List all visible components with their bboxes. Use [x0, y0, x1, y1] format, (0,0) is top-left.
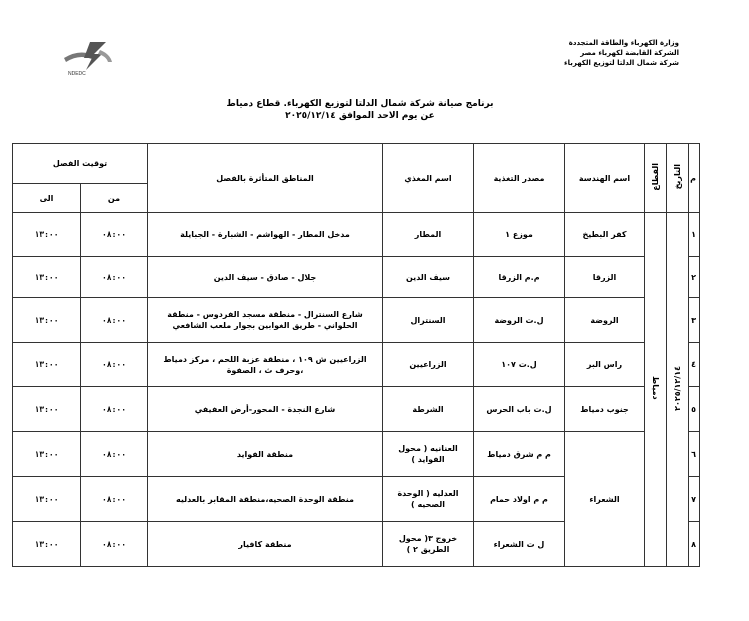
cell-from: ٠٨:٠٠ [81, 522, 148, 567]
cell-areas: شارع النجدة - المحور-أرض العفيفي [148, 387, 383, 432]
cell-num: ١ [689, 213, 700, 257]
cell-to: ١٣:٠٠ [13, 522, 81, 567]
cell-sector [645, 213, 667, 567]
cell-source: موزع ١ [474, 213, 565, 257]
cell-num: ٥ [689, 387, 700, 432]
cell-areas: مدخل المطار - الهواشم - الشبارة - الجبايلة [148, 213, 383, 257]
cell-source: م.م الزرقا [474, 257, 565, 298]
header-to: الى [13, 184, 81, 213]
header-date-label: التاريخ [673, 163, 682, 190]
cell-source: ل.ت الروضة [474, 298, 565, 343]
table-row [13, 387, 700, 432]
cell-from: ٠٨:٠٠ [81, 257, 148, 298]
cell-source: ل.ت ١٠٧ [474, 343, 565, 387]
org-line-holding: الشركة القابضة لكهرباء مصر [580, 49, 679, 57]
cell-feeder: العنانيه ( محول الفوايد ) [383, 432, 474, 477]
table-row [13, 343, 700, 387]
cell-from: ٠٨:٠٠ [81, 387, 148, 432]
cell-feeder: المطار [383, 213, 474, 257]
table-row [13, 213, 700, 257]
cell-num: ٧ [689, 477, 700, 522]
cell-from: ٠٨:٠٠ [81, 298, 148, 343]
cell-source: ل.ت باب الحرس [474, 387, 565, 432]
cell-from: ٠٨:٠٠ [81, 213, 148, 257]
cell-to: ١٣:٠٠ [13, 343, 81, 387]
cell-to: ١٣:٠٠ [13, 477, 81, 522]
company-logo-icon [60, 38, 116, 72]
cell-source: م م شرق دمياط [474, 432, 565, 477]
title-line-date: عن يوم الاحد الموافق ٢٠٢٥/١٢/١٤ [285, 111, 435, 121]
cell-feeder: سيف الدين [383, 257, 474, 298]
maintenance-table [12, 143, 700, 567]
organization-header [564, 38, 679, 68]
cell-feeder: خروج ٣( محول الطريق ٢ ) [383, 522, 474, 567]
cell-num: ٣ [689, 298, 700, 343]
table-header-row [13, 144, 700, 184]
header-source: مصدر التغذية [474, 144, 565, 213]
table-row [13, 432, 700, 477]
header-areas: المناطق المتأثرة بالفصل [148, 144, 383, 213]
cell-areas: منطقة كافيار [148, 522, 383, 567]
cell-areas: منطقة الفوايد [148, 432, 383, 477]
cell-areas: جلال - صادق - سيف الدين [148, 257, 383, 298]
table-row [13, 257, 700, 298]
cell-to: ١٣:٠٠ [13, 432, 81, 477]
org-line-ministry: وزارة الكهرباء والطاقة المتجددة [568, 39, 679, 47]
cell-engineering: الزرقا [565, 257, 645, 298]
cell-from: ٠٨:٠٠ [81, 477, 148, 522]
cell-to: ١٣:٠٠ [13, 298, 81, 343]
cell-to: ١٣:٠٠ [13, 213, 81, 257]
cell-date [667, 213, 689, 567]
cell-from: ٠٨:٠٠ [81, 432, 148, 477]
header-sector-label: القطاع [651, 162, 660, 191]
cell-from: ٠٨:٠٠ [81, 343, 148, 387]
header-from: من [81, 184, 148, 213]
header-timing: توقيت الفصل [13, 144, 148, 184]
table-row [13, 298, 700, 343]
title-line-program: برنامج صيانة شركة شمال الدلتا لتوزيع الكهرباء. قطاع دمياط [226, 99, 494, 109]
cell-feeder: الزراعيين [383, 343, 474, 387]
org-line-company: شركة شمال الدلتا لتوزيع الكهرباء [564, 59, 679, 67]
cell-num: ٦ [689, 432, 700, 477]
cell-source: م م اولاد حمام [474, 477, 565, 522]
header-engineering: اسم الهندسة [565, 144, 645, 213]
logo-caption: NDEDC [68, 71, 86, 77]
cell-source: ل ت الشعراء [474, 522, 565, 567]
cell-feeder: السنترال [383, 298, 474, 343]
cell-engineering: راس البر [565, 343, 645, 387]
cell-feeder: العدليه ( الوحدة الصحيه ) [383, 477, 474, 522]
header-date [667, 144, 689, 213]
page-title [200, 98, 520, 122]
cell-areas: منطقة الوحدة الصحيه،منطقة المقابر بالعدليه [148, 477, 383, 522]
cell-areas: شارع السنترال - منطقة مسجد الفردوس - منطقة الحلواني - طريق الغوابين بجوار ملعب الشافعي [148, 298, 383, 343]
sector-value: دمياط [651, 376, 660, 400]
cell-engineering: الروضة [565, 298, 645, 343]
cell-engineering: كفر البطيخ [565, 213, 645, 257]
cell-num: ٤ [689, 343, 700, 387]
date-value: ٢٠٢٥/١٢/١٤ [673, 365, 682, 411]
cell-engineering: الشعراء [565, 432, 645, 567]
cell-engineering: جنوب دمياط [565, 387, 645, 432]
cell-to: ١٣:٠٠ [13, 387, 81, 432]
cell-num: ٨ [689, 522, 700, 567]
header-sector [645, 144, 667, 213]
header-num: م [689, 144, 700, 213]
header-feeder: اسم المغذي [383, 144, 474, 213]
cell-feeder: الشرطة [383, 387, 474, 432]
cell-areas: الزراعيين ش ١٠٩ ، منطقة عزبة اللحم ، مركز دمياط ،وحرف ث ، الصفوة [148, 343, 383, 387]
cell-num: ٢ [689, 257, 700, 298]
cell-to: ١٣:٠٠ [13, 257, 81, 298]
